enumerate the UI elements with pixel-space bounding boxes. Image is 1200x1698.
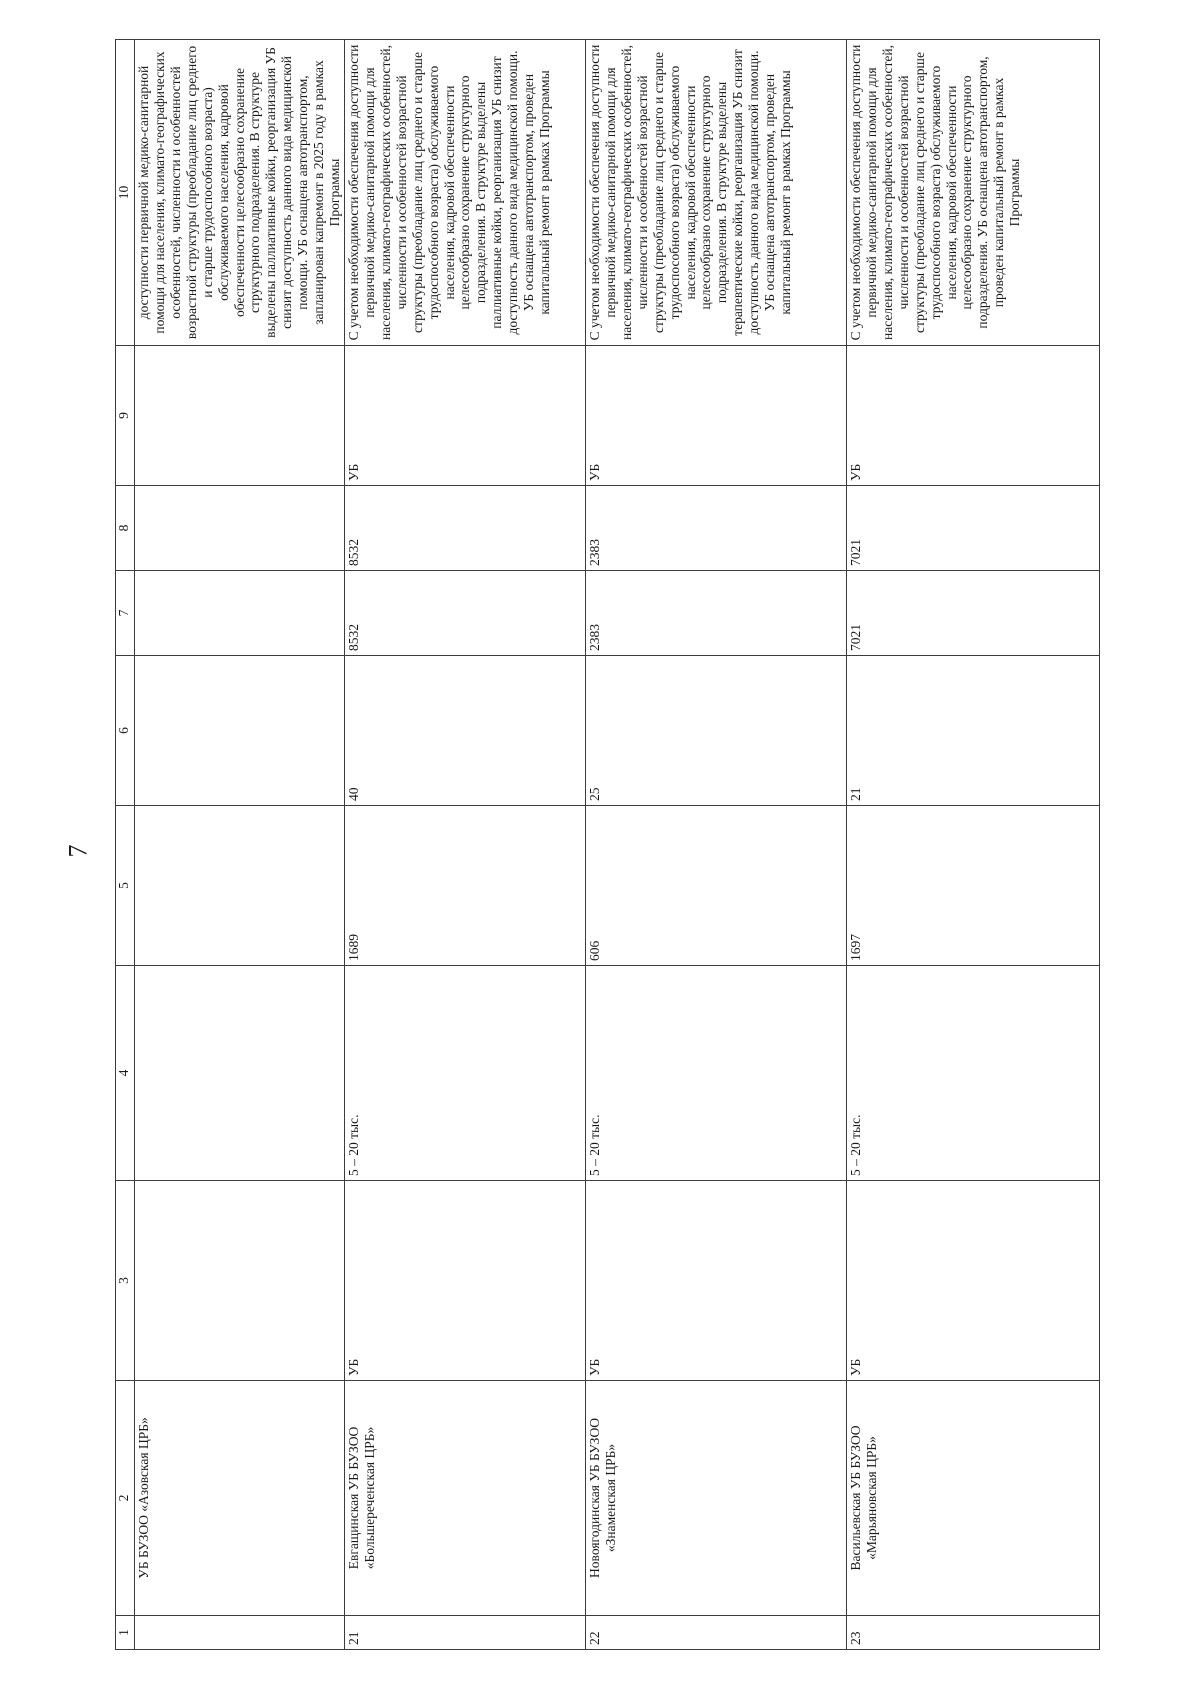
- note-cell: доступности первичной медико-санитарной помощи для населения, климато-географических особенностей, численности и особенностей возрастной структуры (преобладание лиц среднего и старше трудоспособного возраста) обслуживаемого населения, кадровой обеспеченности целесообразно сохранение структурного подразделения. В структуре выделены паллиативные койки, реорганизация УБ снизит доступность данного вида медицинской помощи. УБ оснащена автотранспортом, запланирован капремонт в 2025 году в рамках Программы: [135, 40, 345, 346]
- row-number-cell: 22: [585, 1616, 846, 1650]
- population-cell: 5 – 20 тыс.: [585, 966, 846, 1181]
- header-cell: 1: [116, 1616, 135, 1650]
- page-number: 7: [63, 844, 93, 858]
- value-cell: 7021: [846, 571, 1099, 656]
- value-cell: 2383: [585, 571, 846, 656]
- note-cell: С учетом необходимости обеспечения доступности первичной медико-санитарной помощи для населения, климато-географических особенностей, численности и особенностей возрастной структуры (преобладание лиц среднего и старше трудоспособного возраста) обслуживаемого населения, кадровой обеспеченности целесообразно сохранение структурного подразделения. УБ оснащена автотранспортом, проведен капитальный ремонт в рамках Программы: [846, 40, 1099, 346]
- value-cell: [135, 806, 345, 966]
- value-cell: УБ: [846, 346, 1099, 486]
- value-cell: 2383: [585, 486, 846, 571]
- type-cell: УБ: [344, 1181, 585, 1381]
- population-cell: 5 – 20 тыс.: [344, 966, 585, 1181]
- header-cell: 10: [116, 40, 135, 346]
- value-cell: 1697: [846, 806, 1099, 966]
- table-row: [846, 40, 1099, 1650]
- value-cell: 606: [585, 806, 846, 966]
- type-cell: УБ: [846, 1181, 1099, 1381]
- value-cell: 21: [846, 656, 1099, 806]
- value-cell: [135, 571, 345, 656]
- institution-cell: УБ БУЗОО «Азовская ЦРБ»: [135, 1381, 345, 1616]
- table-row: [135, 40, 345, 1650]
- value-cell: УБ: [585, 346, 846, 486]
- value-cell: 25: [585, 656, 846, 806]
- value-cell: 7021: [846, 486, 1099, 571]
- header-cell: 7: [116, 571, 135, 656]
- table-row: [344, 40, 585, 1650]
- header-cell: 8: [116, 486, 135, 571]
- header-cell: 6: [116, 656, 135, 806]
- institution-cell: Евгащинская УБ БУЗОО «Большереченская ЦРБ»: [344, 1381, 585, 1616]
- header-cell: 2: [116, 1381, 135, 1616]
- population-cell: [135, 966, 345, 1181]
- note-cell: С учетом необходимости обеспечения доступности первичной медико-санитарной помощи для населения, климато-географических особенностей, численности и особенностей возрастной структуры (преобладание лиц среднего и старше трудоспособного возраста) обслуживаемого населения, кадровой обеспеченности целесообразно сохранение структурного подразделения. В структуре выделены паллиативные койки, реорганизация УБ снизит доступность данного вида медицинской помощи. УБ оснащена автотранспортом, проведен капитальный ремонт в рамках Программы: [344, 40, 585, 346]
- value-cell: [135, 486, 345, 571]
- header-cell: 4: [116, 966, 135, 1181]
- value-cell: 1689: [344, 806, 585, 966]
- row-number-cell: [135, 1616, 345, 1650]
- institution-cell: Новоягодинская УБ БУЗОО «Знаменская ЦРБ»: [585, 1381, 846, 1616]
- row-number-cell: 21: [344, 1616, 585, 1650]
- value-cell: [135, 346, 345, 486]
- header-cell: 3: [116, 1181, 135, 1381]
- type-cell: УБ: [585, 1181, 846, 1381]
- value-cell: УБ: [344, 346, 585, 486]
- value-cell: 8532: [344, 571, 585, 656]
- value-cell: [135, 656, 345, 806]
- type-cell: [135, 1181, 345, 1381]
- value-cell: 8532: [344, 486, 585, 571]
- data-table: [115, 39, 1100, 1650]
- header-cell: 9: [116, 346, 135, 486]
- rotated-table-container: [115, 40, 1085, 1650]
- value-cell: 40: [344, 656, 585, 806]
- table-row: [585, 40, 846, 1650]
- institution-cell: Васильевская УБ БУЗОО «Марьяновская ЦРБ»: [846, 1381, 1099, 1616]
- header-row: [116, 40, 135, 1650]
- row-number-cell: 23: [846, 1616, 1099, 1650]
- header-cell: 5: [116, 806, 135, 966]
- note-cell: С учетом необходимости обеспечения доступности первичной медико-санитарной помощи для населения, климато-географических особенностей, численности и особенностей возрастной структуры (преобладание лиц среднего и старше трудоспособного возраста) обслуживаемого населения, кадровой обеспеченности целесообразно сохранение структурного подразделения. В структуре выделены терапевтические койки, реорганизация УБ снизит доступность данного вида медицинской помощи. УБ оснащена автотранспортом, проведен капитальный ремонт в рамках Программы: [585, 40, 846, 346]
- population-cell: 5 – 20 тыс.: [846, 966, 1099, 1181]
